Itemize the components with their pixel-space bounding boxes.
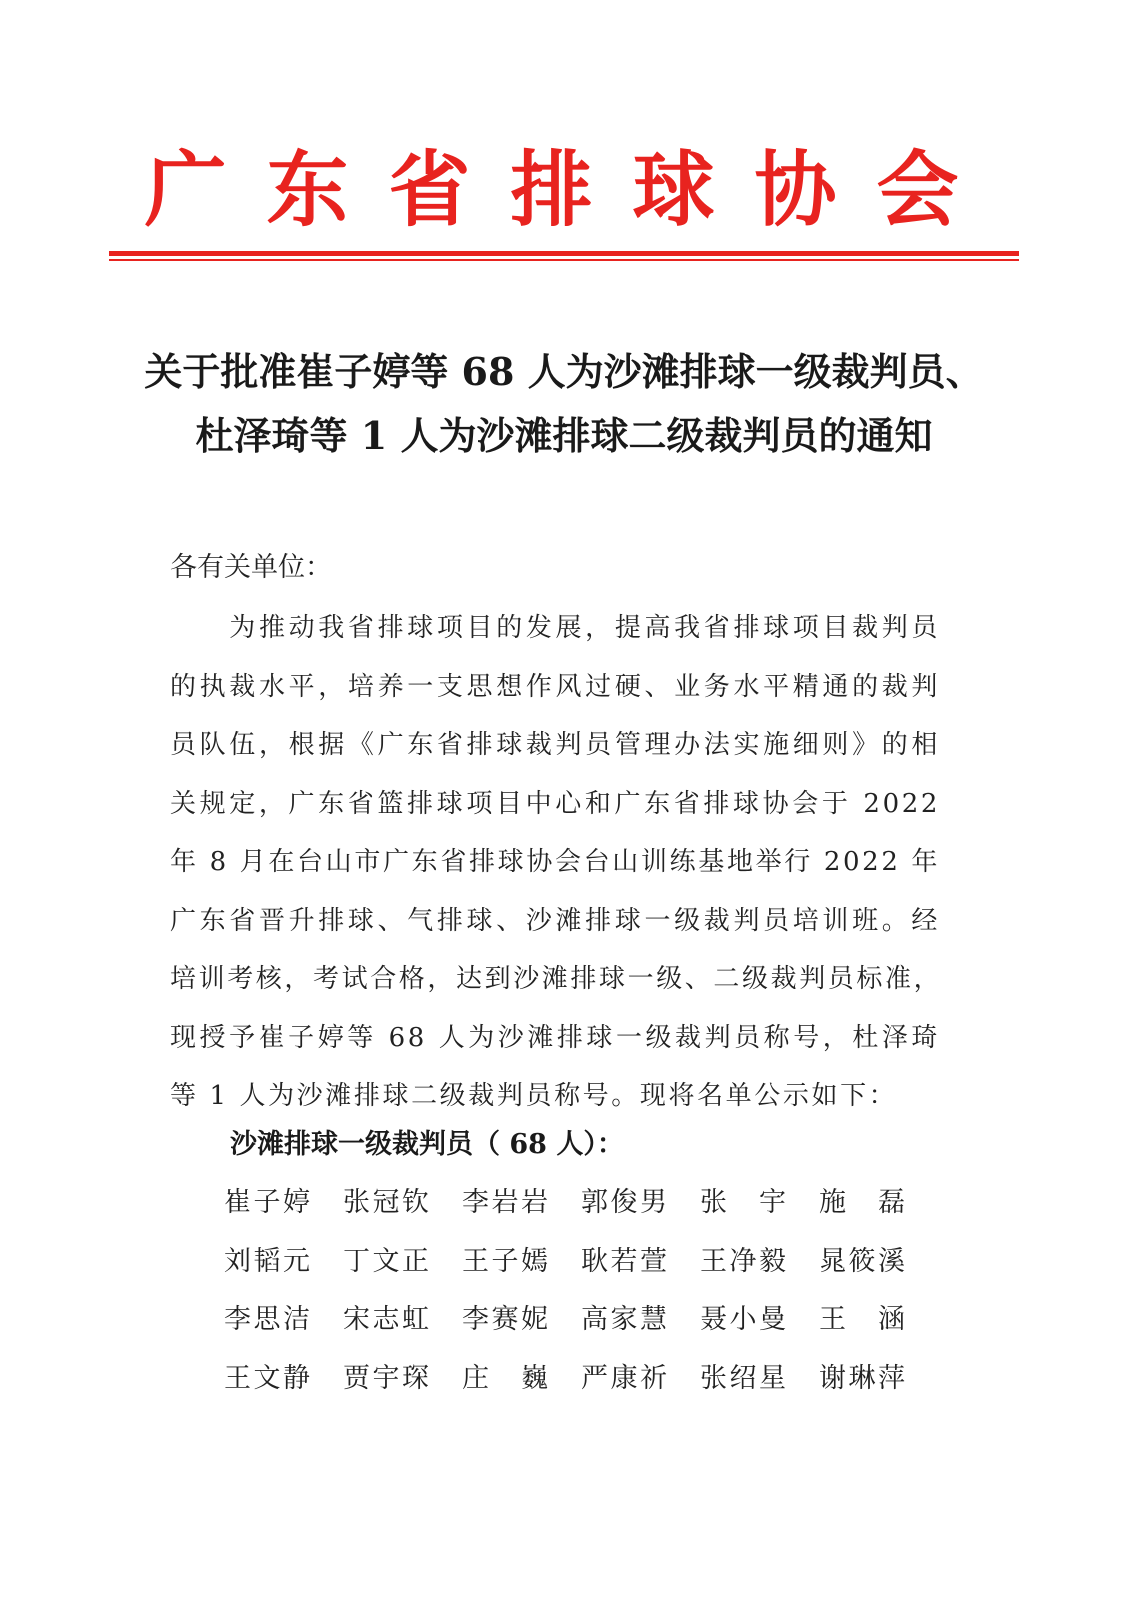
referee-name: 晁筱溪 [819,1245,905,1277]
referee-name: 王文静 [224,1362,310,1394]
letterhead-divider-thick [109,251,1019,256]
letterhead-char: 省 [388,142,499,238]
letterhead-divider-thin [109,259,1019,261]
referee-name: 严康祈 [581,1362,667,1394]
referee-name-grid [224,1180,938,1414]
notice-body [170,599,943,1126]
letterhead-char: 会 [876,142,987,238]
body-line: 为推动我省排球项目的发展，提高我省排球项目裁判员 [170,613,940,643]
letterhead-char: 广 [144,142,255,238]
letterhead-char: 球 [632,142,743,238]
referee-name: 丁文正 [343,1245,429,1277]
body-line: 广东省晋升排球、气排球、沙滩排球一级裁判员培训班。经 [170,905,940,936]
referee-name: 张绍星 [700,1362,786,1394]
letterhead-char: 排 [510,142,621,238]
salutation: 各有关单位： [170,552,332,583]
referee-name: 聂小曼 [700,1304,786,1335]
referee-name: 宋志虹 [343,1304,429,1335]
body-line: 的执裁水平，培养一支思想作风过硬、业务水平精通的裁判 [170,671,940,702]
body-line: 现授予崔子婷等 68 人为沙滩排球一级裁判员称号，杜泽琦 [170,1022,940,1053]
body-line: 关规定，广东省篮排球项目中心和广东省排球协会于 2022 [170,788,940,819]
referee-name: 张 宇 [700,1187,786,1218]
referee-name: 贾宇琛 [343,1362,429,1394]
body-line: 等 1 人为沙滩排球二级裁判员称号。现将名单公示如下： [170,1081,898,1111]
referee-name: 施 磊 [819,1187,905,1218]
referee-name: 高家慧 [581,1304,667,1335]
body-line: 年 8 月在台山市广东省排球协会台山训练基地举行 2022 年 [170,847,940,877]
referee-name: 王净毅 [700,1245,786,1277]
referee-name: 崔子婷 [224,1187,310,1218]
body-line: 员队伍，根据《广东省排球裁判员管理办法实施细则》的相 [170,730,940,760]
referee-name: 李思洁 [224,1304,310,1335]
referee-name: 郭俊男 [581,1187,667,1218]
notice-title-line: 关于批准崔子婷等 68 人为沙滩排球一级裁判员、 [144,349,984,394]
referee-name: 刘韬元 [224,1245,310,1277]
referee-name: 王 涵 [819,1304,905,1335]
notice-title [109,340,1019,468]
notice-title-line: 杜泽琦等 1 人为沙滩排球二级裁判员的通知 [195,413,933,458]
body-line: 培训考核，考试合格，达到沙滩排球一级、二级裁判员标准， [170,964,943,994]
referee-name: 张冠钦 [343,1187,429,1218]
referee-name: 谢琳萍 [819,1362,905,1394]
referee-name: 庄 巍 [462,1362,548,1394]
referee-name: 李岩岩 [462,1187,548,1218]
letterhead-char: 东 [266,142,377,238]
referee-name: 耿若萱 [581,1245,667,1277]
referee-list-heading: 沙滩排球一级裁判员（ 68 人）： [230,1129,624,1160]
referee-name: 王子嫣 [462,1245,548,1277]
letterhead-title [0,140,1131,240]
letterhead-char: 协 [754,142,865,238]
referee-name: 李赛妮 [462,1304,548,1335]
